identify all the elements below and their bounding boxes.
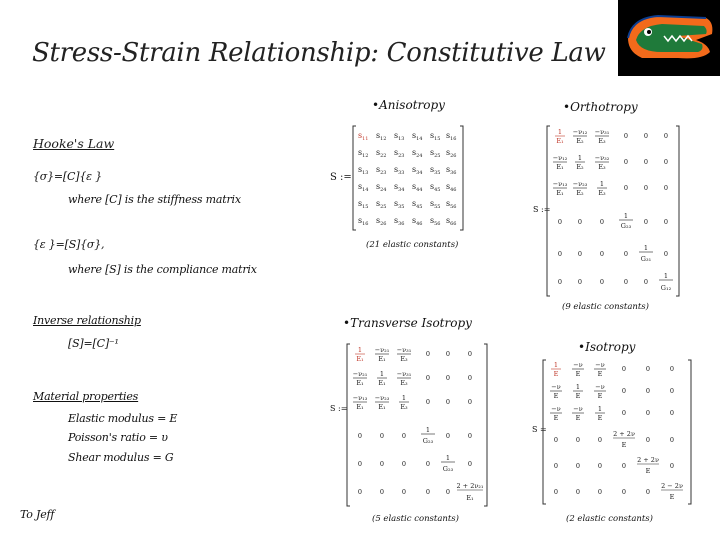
svg-text:0: 0 [599, 218, 605, 226]
svg-text:0: 0 [425, 350, 431, 358]
svg-text:−ν₁₂: −ν₁₂ [572, 128, 588, 136]
svg-text:0: 0 [557, 250, 563, 258]
svg-text:−ν₃₁: −ν₃₁ [594, 128, 610, 136]
svg-text:1: 1 [597, 405, 603, 413]
svg-text:0: 0 [663, 158, 669, 166]
svg-text:s15: $s_{15}$ [358, 199, 369, 210]
svg-text:0: 0 [621, 409, 627, 417]
svg-text:0: 0 [669, 365, 675, 373]
svg-text:1: 1 [445, 454, 451, 462]
svg-text:s45: $s_{45}$ [430, 182, 441, 193]
svg-text:E₁: E₁ [378, 403, 386, 411]
svg-text:s35: $s_{35}$ [430, 165, 441, 176]
svg-text:−ν₂₃: −ν₂₃ [572, 180, 588, 188]
svg-text:E: E [553, 370, 559, 378]
svg-text:0: 0 [467, 432, 473, 440]
svg-text:0: 0 [623, 184, 629, 192]
svg-text:0: 0 [621, 365, 627, 373]
svg-text:−ν₂₁: −ν₂₁ [374, 346, 390, 354]
svg-text:0: 0 [553, 436, 559, 444]
orthotropy-label: •Orthotropy [563, 100, 638, 114]
svg-text:s11: $s_{11}$ [358, 131, 369, 142]
svg-text:0: 0 [643, 132, 649, 140]
svg-text:0: 0 [643, 158, 649, 166]
svg-text:s16: $s_{16}$ [358, 216, 369, 227]
svg-text:s26: $s_{26}$ [446, 148, 457, 159]
svg-text:−ν: −ν [551, 405, 561, 413]
svg-text:0: 0 [645, 365, 651, 373]
anisotropy-caption: (21 elastic constants) [366, 240, 459, 250]
svg-text:1: 1 [575, 383, 581, 391]
svg-text:−ν₁₃: −ν₁₃ [552, 180, 568, 188]
svg-text:0: 0 [623, 278, 629, 286]
svg-text:E₁: E₁ [356, 379, 364, 387]
svg-text:E: E [669, 493, 675, 501]
svg-text:E₁: E₁ [378, 355, 386, 363]
property-elastic-modulus: Elastic modulus = E [68, 412, 178, 425]
orthotropy-caption: (9 elastic constants) [562, 302, 649, 312]
svg-text:s24: $s_{24}$ [376, 182, 387, 193]
svg-text:0: 0 [557, 218, 563, 226]
svg-text:s33: $s_{33}$ [394, 165, 405, 176]
svg-text:E₁: E₁ [356, 403, 364, 411]
svg-text:0: 0 [645, 436, 651, 444]
inverse-equation: [S]=[C]⁻¹ [68, 337, 119, 350]
hookes-law-heading: Hooke's Law [33, 136, 115, 151]
svg-text:E₃: E₃ [598, 163, 606, 171]
svg-text:1: 1 [599, 180, 605, 188]
anisotropy-matrix [352, 124, 464, 232]
svg-text:0: 0 [597, 462, 603, 470]
anisotropy-prefix: S := [330, 172, 352, 183]
svg-text:1: 1 [357, 346, 363, 354]
svg-text:1: 1 [557, 128, 563, 136]
svg-text:s36: $s_{36}$ [446, 165, 457, 176]
svg-text:s24: $s_{24}$ [412, 148, 423, 159]
isotropy-caption: (2 elastic constants) [566, 514, 653, 524]
svg-text:0: 0 [643, 184, 649, 192]
svg-text:0: 0 [445, 398, 451, 406]
svg-text:0: 0 [621, 488, 627, 496]
svg-text:0: 0 [663, 218, 669, 226]
svg-text:0: 0 [623, 158, 629, 166]
svg-text:s34: $s_{34}$ [394, 182, 405, 193]
svg-text:s25: $s_{25}$ [376, 199, 387, 210]
svg-text:1: 1 [379, 370, 385, 378]
svg-text:0: 0 [577, 278, 583, 286]
orthotropy-matrix [546, 124, 680, 298]
svg-text:0: 0 [599, 250, 605, 258]
slide-title: Stress-Strain Relationship: Constitutive Law [32, 38, 606, 68]
svg-text:0: 0 [467, 398, 473, 406]
svg-text:0: 0 [575, 462, 581, 470]
svg-text:0: 0 [467, 374, 473, 382]
svg-text:E₃: E₃ [400, 403, 408, 411]
svg-text:−ν: −ν [551, 383, 561, 391]
transverse-label: •Transverse Isotropy [343, 316, 472, 330]
svg-text:0: 0 [557, 278, 563, 286]
svg-text:0: 0 [467, 350, 473, 358]
svg-text:2 + 2ν₂₁: 2 + 2ν₂₁ [456, 482, 484, 490]
svg-text:E₂: E₂ [576, 163, 584, 171]
svg-text:s13: $s_{13}$ [358, 165, 369, 176]
stiffness-note: where [C] is the stiffness matrix [68, 193, 241, 206]
svg-text:0: 0 [597, 436, 603, 444]
svg-text:−ν₂₁: −ν₂₁ [352, 370, 368, 378]
svg-text:0: 0 [357, 460, 363, 468]
svg-text:0: 0 [645, 387, 651, 395]
svg-text:1: 1 [663, 272, 669, 280]
svg-text:0: 0 [379, 432, 385, 440]
footer-note: To Jeff [20, 508, 55, 521]
svg-text:0: 0 [425, 398, 431, 406]
svg-text:2 − 2ν: 2 − 2ν [661, 482, 683, 490]
svg-text:0: 0 [645, 488, 651, 496]
svg-text:0: 0 [425, 488, 431, 496]
svg-text:E₃: E₃ [598, 189, 606, 197]
svg-text:0: 0 [669, 409, 675, 417]
stiffness-equation: {σ}=[C]{ε } [33, 170, 102, 183]
gator-logo-icon [618, 0, 720, 76]
svg-text:E₁: E₁ [556, 163, 564, 171]
svg-text:s16: $s_{16}$ [446, 131, 457, 142]
svg-text:2 + 2ν: 2 + 2ν [637, 456, 659, 464]
svg-text:0: 0 [669, 436, 675, 444]
svg-text:1: 1 [401, 394, 407, 402]
svg-text:2 + 2ν: 2 + 2ν [613, 430, 635, 438]
svg-text:0: 0 [425, 460, 431, 468]
svg-text:s45: $s_{45}$ [412, 199, 423, 210]
svg-text:s66: $s_{66}$ [446, 216, 457, 227]
svg-text:s46: $s_{46}$ [446, 182, 457, 193]
svg-text:0: 0 [621, 387, 627, 395]
svg-text:0: 0 [401, 432, 407, 440]
svg-text:s13: $s_{13}$ [394, 131, 405, 142]
svg-text:0: 0 [357, 488, 363, 496]
svg-text:s56: $s_{56}$ [430, 216, 441, 227]
svg-text:s14: $s_{14}$ [358, 182, 369, 193]
svg-text:E: E [621, 441, 627, 449]
svg-text:E₃: E₃ [400, 379, 408, 387]
svg-text:G₂₃: G₂₃ [422, 437, 434, 445]
svg-text:−ν₁₃: −ν₁₃ [352, 394, 368, 402]
svg-text:s56: $s_{56}$ [446, 199, 457, 210]
svg-text:s26: $s_{26}$ [376, 216, 387, 227]
svg-text:0: 0 [623, 250, 629, 258]
svg-text:−ν: −ν [595, 361, 605, 369]
svg-text:−ν: −ν [573, 405, 583, 413]
svg-text:0: 0 [663, 132, 669, 140]
transverse-matrix [346, 342, 488, 508]
svg-text:E₂: E₂ [576, 189, 584, 197]
svg-text:E: E [575, 392, 581, 400]
material-heading: Material properties [33, 390, 139, 403]
svg-text:E₃: E₃ [400, 355, 408, 363]
svg-text:s55: $s_{55}$ [430, 199, 441, 210]
svg-text:0: 0 [643, 278, 649, 286]
svg-text:0: 0 [357, 432, 363, 440]
svg-text:−ν: −ν [573, 361, 583, 369]
svg-text:−ν₁₂: −ν₁₂ [552, 154, 568, 162]
compliance-note: where [S] is the compliance matrix [68, 263, 257, 276]
svg-text:E: E [553, 414, 559, 422]
transverse-caption: (5 elastic constants) [372, 514, 459, 524]
svg-text:s44: $s_{44}$ [412, 182, 423, 193]
svg-text:G₂₃: G₂₃ [620, 222, 632, 230]
svg-text:E: E [645, 467, 651, 475]
transverse-prefix: S := [330, 404, 348, 413]
svg-text:1: 1 [643, 244, 649, 252]
svg-text:−ν₃₁: −ν₃₁ [396, 370, 412, 378]
svg-text:0: 0 [669, 387, 675, 395]
svg-text:0: 0 [599, 278, 605, 286]
svg-text:E: E [575, 414, 581, 422]
isotropy-matrix [542, 358, 692, 506]
svg-text:s46: $s_{46}$ [412, 216, 423, 227]
svg-text:−ν₂₃: −ν₂₃ [374, 394, 390, 402]
isotropy-prefix: S = [532, 425, 547, 434]
svg-text:−ν₃₂: −ν₃₂ [594, 154, 610, 162]
svg-text:0: 0 [379, 460, 385, 468]
svg-text:0: 0 [663, 184, 669, 192]
svg-text:s23: $s_{23}$ [394, 148, 405, 159]
svg-text:0: 0 [577, 218, 583, 226]
svg-text:s34: $s_{34}$ [412, 165, 423, 176]
svg-text:s12: $s_{12}$ [376, 131, 387, 142]
isotropy-label: •Isotropy [578, 340, 636, 354]
svg-text:E₃: E₃ [598, 137, 606, 145]
svg-text:0: 0 [553, 488, 559, 496]
inverse-heading: Inverse relationship [33, 314, 141, 327]
svg-text:0: 0 [445, 432, 451, 440]
svg-text:E₁: E₁ [378, 379, 386, 387]
svg-text:0: 0 [575, 436, 581, 444]
svg-text:−ν: −ν [595, 383, 605, 391]
svg-text:E₂: E₂ [576, 137, 584, 145]
svg-text:s15: $s_{15}$ [430, 131, 441, 142]
svg-text:s25: $s_{25}$ [430, 148, 441, 159]
orthotropy-prefix: S := [533, 205, 551, 214]
svg-text:E₁: E₁ [556, 137, 564, 145]
svg-text:s14: $s_{14}$ [412, 131, 423, 142]
svg-text:0: 0 [621, 462, 627, 470]
svg-text:0: 0 [425, 374, 431, 382]
svg-text:0: 0 [669, 462, 675, 470]
svg-text:s22: $s_{22}$ [376, 148, 387, 159]
svg-text:G₁₂: G₁₂ [660, 284, 672, 292]
svg-text:1: 1 [577, 154, 583, 162]
svg-text:0: 0 [553, 462, 559, 470]
svg-text:s36: $s_{36}$ [394, 216, 405, 227]
svg-text:0: 0 [623, 132, 629, 140]
svg-text:0: 0 [445, 488, 451, 496]
svg-text:0: 0 [663, 250, 669, 258]
svg-text:E: E [597, 370, 603, 378]
svg-text:G₃₁: G₃₁ [640, 255, 652, 263]
svg-text:E: E [575, 370, 581, 378]
svg-text:0: 0 [643, 218, 649, 226]
svg-text:0: 0 [445, 374, 451, 382]
svg-text:0: 0 [467, 460, 473, 468]
svg-text:−ν₃₁: −ν₃₁ [396, 346, 412, 354]
svg-text:s35: $s_{35}$ [394, 199, 405, 210]
svg-text:E₁: E₁ [556, 189, 564, 197]
svg-text:s23: $s_{23}$ [376, 165, 387, 176]
svg-text:G₂₃: G₂₃ [442, 465, 454, 473]
svg-text:0: 0 [577, 250, 583, 258]
svg-text:E₁: E₁ [356, 355, 364, 363]
property-shear-modulus: Shear modulus = G [68, 451, 174, 464]
svg-text:1: 1 [425, 426, 431, 434]
svg-text:0: 0 [597, 488, 603, 496]
svg-text:1: 1 [553, 361, 559, 369]
svg-text:E: E [597, 392, 603, 400]
svg-text:0: 0 [379, 488, 385, 496]
svg-text:E: E [553, 392, 559, 400]
svg-text:E: E [597, 414, 603, 422]
svg-text:0: 0 [401, 460, 407, 468]
svg-text:0: 0 [645, 409, 651, 417]
property-poisson-ratio: Poisson's ratio = υ [68, 431, 168, 444]
svg-text:0: 0 [445, 350, 451, 358]
svg-text:s12: $s_{12}$ [358, 148, 369, 159]
svg-text:E₁: E₁ [466, 494, 474, 502]
svg-text:0: 0 [401, 488, 407, 496]
svg-text:1: 1 [623, 212, 629, 220]
svg-text:0: 0 [575, 488, 581, 496]
compliance-equation: {ε }=[S]{σ}, [33, 238, 105, 251]
anisotropy-label: •Anisotropy [372, 98, 445, 112]
